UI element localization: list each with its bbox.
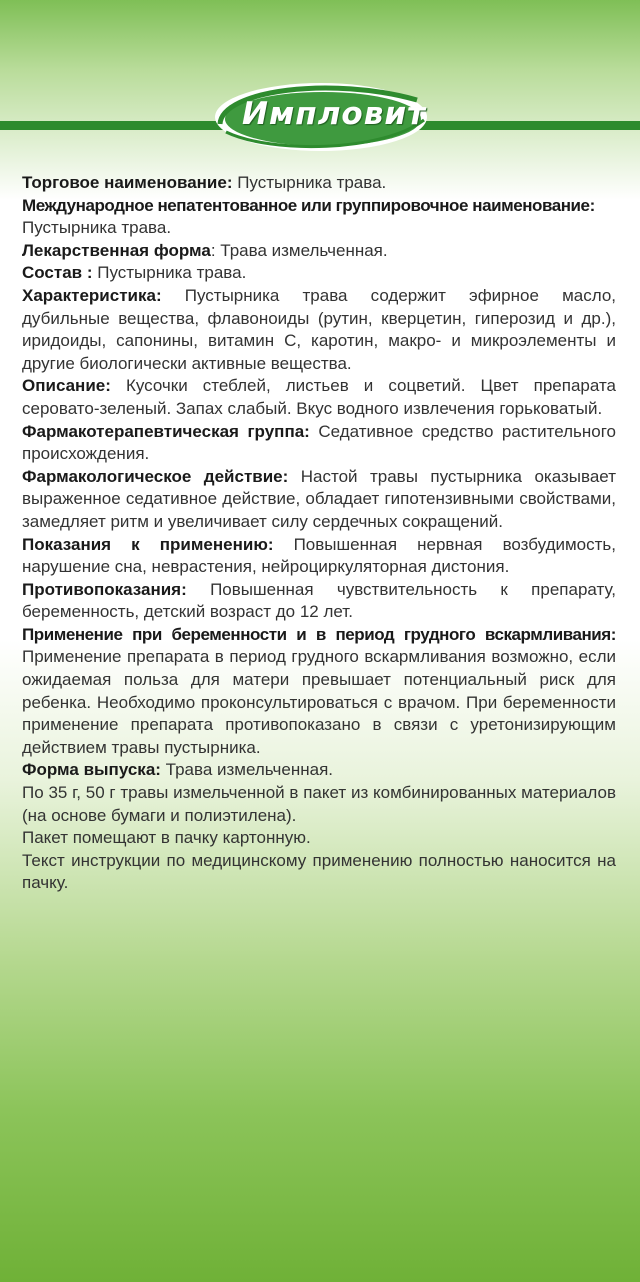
instruction-note-paragraph: Текст инструкции по медицинскому применению полностью наносится на пачку. bbox=[22, 850, 616, 893]
section-dosage-form: Лекарственная форма: Трава измельченная. bbox=[22, 240, 388, 260]
section-inn: Международное непатентованное или группировочное наименование: Пустырника трава. bbox=[22, 195, 595, 238]
packaging-paragraph: По 35 г, 50 г травы измельченной в пакет из комбинированных материалов (на основе бумаги и полиэтилена). bbox=[22, 783, 616, 825]
section-release-form: Форма выпуска: Трава измельченная. bbox=[22, 760, 333, 780]
section-description: Описание: Кусочки стеблей, листьев и соцветий. Цвет препарата серовато-зеленый. Запах слабый. Вкус водного извлечения горьковатый. bbox=[22, 376, 616, 418]
section-pharmacological-action: Фармакологическое действие: Настой травы пустырника оказывает выраженное седативное действие, обладает гипотензивными свойствами, замедляет ритм и увеличивает силу сердечных сокращений. bbox=[22, 466, 616, 531]
instruction-text bbox=[22, 172, 616, 895]
section-characteristics: Характеристика: Пустырника трава содержит эфирное масло, дубильные вещества, флавоноиды (рутин, кверцетин, гиперозид и др.), иридоиды, сапонины, витамин С, каротин, макро- и микроэлементы и другие биологически активные вещества. bbox=[22, 285, 616, 373]
section-pregnancy: Применение при беременности и в период грудного вскармливания: Применение препарата в период грудного вскармливания возможно, если ожидаемая польза для матери превышает потенциальный риск для ребенка. Необходимо проконсультироваться с врачом. При беременности применение препарата противопоказано в связи с уретонизирующим действием травы пустырника. bbox=[22, 624, 616, 757]
carton-paragraph: Пакет помещают в пачку картонную. bbox=[22, 828, 311, 848]
section-contraindications: Противопоказания: Повышенная чувствительность к препарату, беременность, детский возраст до 12 лет. bbox=[22, 579, 616, 622]
section-composition: Состав : Пустырника трава. bbox=[22, 263, 247, 283]
brand-logo bbox=[212, 80, 430, 154]
section-trade-name: Торговое наименование: Пустырника трава. bbox=[22, 173, 387, 192]
brand-name: Импловит bbox=[242, 96, 427, 132]
section-indications: Показания к применению: Повышенная нервная возбудимость, нарушение сна, неврастения, нейроциркуляторная дистония. bbox=[22, 534, 616, 577]
section-pharmacotherapeutic-group: Фармакотерапевтическая группа: Седативное средство растительного происхождения. bbox=[22, 421, 616, 464]
